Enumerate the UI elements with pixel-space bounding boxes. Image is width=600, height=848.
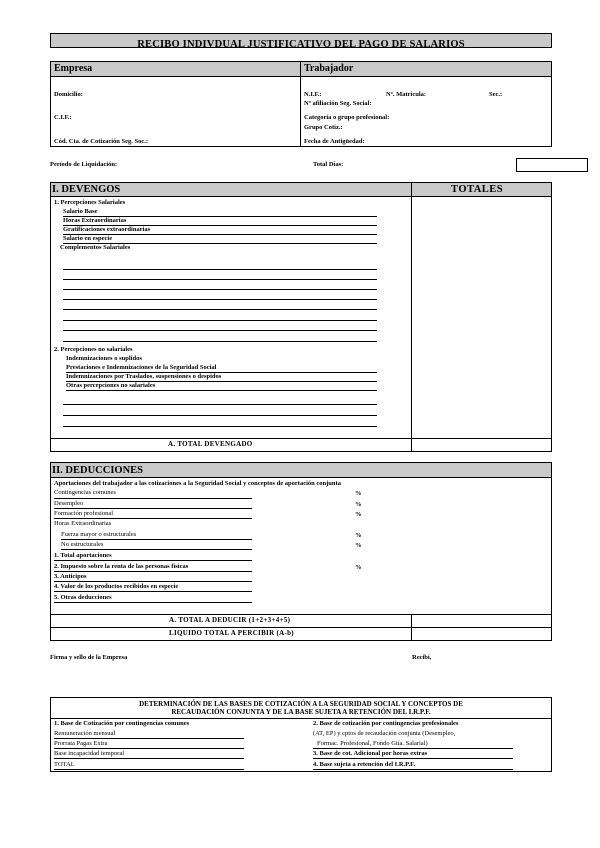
horas-extraordinarias: Horas Extraordinarias: [63, 217, 127, 224]
total-deducir-label: A. TOTAL A DEDUCIR (1+2+3+4+5): [169, 616, 291, 624]
impuesto-irpf: 2. Impuesto sobre la renta de las personas físicas: [54, 563, 189, 570]
trabajador-header: Trabajador: [304, 63, 354, 74]
grupo-label: Grupo Cotiz.:: [304, 124, 343, 131]
pct-desempleo: %: [355, 501, 362, 508]
empresa-trabajador-box: [50, 61, 552, 147]
totales-header: TOTALES: [451, 184, 504, 195]
devengos-box: [50, 182, 552, 452]
complementos-salariales: Complementos Salariales: [60, 244, 131, 251]
percepciones-no-salariales: 2. Percepciones no salariales: [54, 346, 133, 353]
valor-productos-especie: 4. Valor de los productos recibidos en especie: [54, 583, 179, 590]
base-contingencias-comunes: 1. Base de Cotización por contingencias comunes: [54, 720, 190, 727]
pct-irpf: %: [355, 564, 362, 571]
pct-no-estructurales: %: [355, 542, 362, 549]
cif-label: C.I.F.:: [54, 114, 72, 121]
otras-percepciones: Otras percepciones no salariales: [66, 382, 156, 389]
base-profesionales-line3: Formac. Profesional, Fondo Gtía. Salarial): [317, 740, 428, 747]
contingencias-comunes: Contingencias comunes: [54, 489, 116, 496]
base-retencion-irpf: 4. Base sujeta a retención del I.R.P.F.: [313, 761, 416, 768]
total-dias-field[interactable]: [516, 158, 588, 172]
no-estructurales: No estructurales: [61, 541, 104, 548]
otras-deducciones: 5. Otras deducciones: [54, 594, 112, 601]
base-horas-extras: 3. Base de cot. Adicional por horas extras: [313, 750, 428, 757]
total-aportaciones: 1. Total aportaciones: [54, 552, 112, 559]
document-title-box: [50, 33, 552, 48]
deducciones-box: [50, 462, 552, 641]
indemnizaciones-suplidos: Indemnizaciones o suplidos: [66, 355, 142, 362]
salario-especie: Salario en especie: [63, 235, 113, 242]
matricula-label: Nº. Matrícula:: [386, 91, 427, 98]
bases-box: [50, 697, 552, 772]
horas-extraordinarias-ded: Horas Extraordinarias: [54, 520, 112, 527]
cod-cta-label: Cód. Cta. de Cotización Seg. Soc.:: [54, 138, 149, 145]
remuneracion-mensual: Remuneración mensual: [54, 730, 116, 737]
document-title: RECIBO INDIVDUAL JUSTIFICATIVO DEL PAGO DE SALARIOS: [137, 39, 465, 50]
anticipos: 3. Anticipos: [54, 573, 87, 580]
deducciones-header: II. DEDUCCIONES: [52, 465, 144, 476]
total-devengado-label: A. TOTAL DEVENGADO: [168, 440, 253, 448]
salario-base: Salario Base: [63, 208, 98, 215]
sec-label: Sec.:: [489, 91, 503, 98]
pct-fuerza-mayor: %: [355, 532, 362, 539]
aportaciones-label: Aportaciones del trabajador a las cotizaciones a la Seguridad Social y conceptos de aportación conjunta: [54, 480, 341, 487]
indemnizaciones-traslados: Indemnizaciones por Traslados, suspensiones o despidos: [66, 373, 222, 380]
bases-title-line1: DETERMINACIÓN DE LAS BASES DE COTIZACIÓN A LA SEGURIDAD SOCIAL Y CONCEPTOS DE: [139, 700, 463, 708]
gratificaciones: Gratificaciones extraordinarias: [63, 226, 151, 233]
base-contingencias-profesionales: 2. Base de cotización por contingencias profesionales: [313, 720, 459, 727]
recibi-label: Recibí,: [412, 654, 432, 661]
pct-contingencias: %: [355, 490, 362, 497]
formacion-profesional: Formación profesional: [54, 510, 114, 517]
fuerza-mayor: Fuerza mayor o estructurales: [61, 531, 137, 538]
nif-label: N.I.F.:: [304, 91, 322, 98]
prestaciones-seg-social: Prestaciones e Indemnizaciones de la Seguridad Social: [66, 364, 217, 371]
antiguedad-label: Fecha de Antigüedad:: [304, 138, 365, 145]
base-total: TOTAL: [54, 761, 75, 768]
liquido-total-label: LIQUIDO TOTAL A PERCIBIR (A-b): [169, 629, 294, 637]
base-profesionales-line2: (AT, EP) y cptos de recaudación conjunta (Desempleo,: [313, 730, 456, 737]
firma-empresa-label: Firma y sello de la Empresa: [50, 654, 128, 661]
devengos-header: I. DEVENGOS: [52, 184, 121, 195]
periodo-liquidacion-label: Período de Liquidación:: [50, 161, 118, 168]
desempleo: Desempleo: [54, 500, 84, 507]
base-incapacidad-temporal: Base incapacidad temporal: [54, 750, 125, 757]
prorrata-pagas-extra: Prorrata Pagas Extra: [54, 740, 108, 747]
domicilio-label: Domicilio:: [54, 91, 83, 98]
percepciones-salariales: 1. Percepciones Salariales: [54, 199, 126, 206]
empresa-header: Empresa: [54, 63, 93, 74]
pct-formacion: %: [355, 511, 362, 518]
total-dias-label: Total Días:: [313, 161, 344, 168]
categoria-label: Categoría o grupo profesional:: [304, 114, 390, 121]
afiliacion-label: Nº afiliación Seg. Social:: [304, 100, 372, 107]
bases-title-line2: RECAUDACIÓN CONJUNTA Y DE LA BASE SUJETA A RETENCIÓN DEL I.R.P.F.: [171, 708, 431, 716]
